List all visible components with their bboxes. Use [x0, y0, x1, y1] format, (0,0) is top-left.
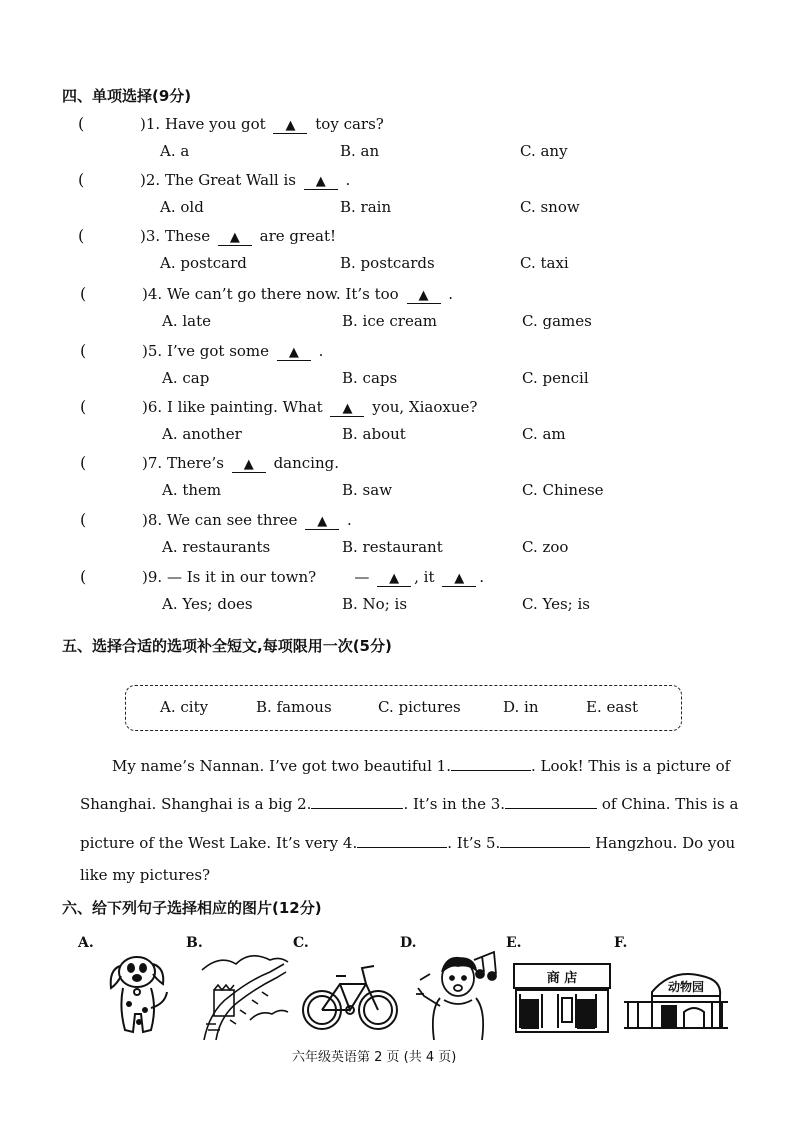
blank-2[interactable] — [311, 794, 403, 809]
passage-line-2: Shanghai. Shanghai is a big 2. . It’s in the 3. of China. This is a — [80, 795, 739, 813]
word-bank-box — [125, 685, 682, 731]
boy-singing-picture — [410, 950, 502, 1042]
answer-blank[interactable] — [377, 568, 411, 587]
section-4-title: 四、单项选择(9分) — [62, 87, 192, 105]
option-c: C. snow — [520, 198, 580, 216]
triangle-icon: ▲ — [454, 571, 465, 586]
option-c: C. am — [522, 425, 566, 443]
answer-paren[interactable]: ( — [78, 114, 85, 133]
great-wall-picture — [200, 950, 290, 1042]
answer-paren[interactable]: ( — [78, 226, 85, 245]
zoo-sign-text: 动物园 — [667, 980, 705, 994]
answer-blank[interactable] — [305, 511, 339, 530]
triangle-icon: ▲ — [285, 118, 296, 133]
shop-sign-text: 商 店 — [546, 971, 578, 986]
answer-blank[interactable] — [218, 227, 252, 246]
passage-line-3: picture of the West Lake. It’s very 4. . It’s 5. Hangzhou. Do you — [80, 834, 736, 852]
option-b: B. ice cream — [342, 312, 438, 330]
option-b: B. No; is — [342, 595, 408, 613]
option-c: C. Chinese — [522, 481, 604, 499]
shop-picture — [512, 962, 612, 1034]
section-6-title: 六、给下列句子选择相应的图片(12分) — [62, 899, 322, 917]
answer-paren[interactable]: ( — [80, 341, 87, 360]
option-c: C. Yes; is — [522, 595, 590, 613]
option-b: B. about — [342, 425, 406, 443]
option-c: C. games — [522, 312, 592, 330]
option-a: A. another — [162, 425, 242, 443]
passage-line-1: My name’s Nannan. I’ve got two beautiful 1. . Look! This is a picture of — [112, 757, 731, 775]
answer-blank[interactable] — [273, 115, 307, 134]
option-b: B. an — [340, 142, 380, 160]
word-option-a: A. city — [160, 698, 209, 716]
blank-5[interactable] — [500, 833, 590, 848]
triangle-icon: ▲ — [342, 401, 353, 416]
answer-paren[interactable]: ( — [80, 397, 87, 416]
answer-paren[interactable]: ( — [78, 170, 85, 189]
question-8: )8. We can see three ▲ . — [142, 511, 352, 529]
word-option-e: E. east — [586, 698, 639, 716]
option-a: A. postcard — [160, 254, 247, 272]
dog-picture — [95, 948, 177, 1044]
answer-paren[interactable]: ( — [80, 453, 87, 472]
option-c: C. zoo — [522, 538, 569, 556]
blank-1[interactable] — [451, 756, 531, 771]
question-3: )3. These ▲ are great! — [140, 227, 337, 245]
page-footer: 六年级英语第 2 页 (共 4 页) — [292, 1050, 457, 1065]
option-c: C. taxi — [520, 254, 569, 272]
option-a: A. old — [160, 198, 204, 216]
triangle-icon: ▲ — [229, 230, 240, 245]
option-a: A. a — [160, 142, 190, 160]
triangle-icon: ▲ — [317, 514, 328, 529]
blank-4[interactable] — [357, 833, 447, 848]
question-4: )4. We can’t go there now. It’s too ▲ . — [142, 285, 454, 303]
option-b: B. saw — [342, 481, 393, 499]
triangle-icon: ▲ — [315, 174, 326, 189]
picture-label-d: D. — [400, 935, 417, 951]
question-7: )7. There’s ▲ dancing. — [142, 454, 340, 472]
triangle-icon: ▲ — [418, 288, 429, 303]
zoo-picture — [622, 962, 730, 1034]
question-2: )2. The Great Wall is ▲ . — [140, 171, 351, 189]
question-1: )1. Have you got ▲ toy cars? — [140, 115, 384, 133]
answer-paren[interactable]: ( — [80, 284, 87, 303]
picture-label-e: E. — [506, 935, 522, 951]
section-5-title: 五、选择合适的选项补全短文,每项限用一次(5分) — [62, 637, 392, 655]
triangle-icon: ▲ — [288, 345, 299, 360]
option-b: B. rain — [340, 198, 392, 216]
answer-blank[interactable] — [330, 398, 364, 417]
answer-blank[interactable] — [407, 285, 441, 304]
answer-blank[interactable] — [304, 171, 338, 190]
picture-label-b: B. — [186, 935, 203, 951]
option-a: A. late — [162, 312, 212, 330]
answer-blank[interactable] — [442, 568, 476, 587]
answer-paren[interactable]: ( — [80, 510, 87, 529]
triangle-icon: ▲ — [243, 457, 254, 472]
option-b: B. postcards — [340, 254, 435, 272]
question-5: )5. I’ve got some ▲ . — [142, 342, 324, 360]
bicycle-picture — [300, 958, 400, 1036]
blank-3[interactable] — [505, 794, 597, 809]
answer-paren[interactable]: ( — [80, 567, 87, 586]
option-b: B. restaurant — [342, 538, 443, 556]
word-option-b: B. famous — [256, 698, 332, 716]
option-c: C. pencil — [522, 369, 589, 387]
answer-blank[interactable] — [277, 342, 311, 361]
question-6: )6. I like painting. What ▲ you, Xiaoxue? — [142, 398, 478, 416]
picture-label-c: C. — [293, 935, 309, 951]
word-option-d: D. in — [503, 698, 539, 716]
option-c: C. any — [520, 142, 568, 160]
picture-label-f: F. — [614, 935, 628, 951]
triangle-icon: ▲ — [389, 571, 400, 586]
option-b: B. caps — [342, 369, 398, 387]
option-a: A. cap — [162, 369, 210, 387]
option-a: A. restaurants — [162, 538, 271, 556]
option-a: A. Yes; does — [162, 595, 253, 613]
word-option-c: C. pictures — [378, 698, 461, 716]
answer-blank[interactable] — [232, 454, 266, 473]
passage-line-4: like my pictures? — [80, 866, 211, 884]
option-a: A. them — [162, 481, 222, 499]
question-9: )9. — Is it in our town? — ▲ , it ▲ . — [142, 568, 485, 586]
picture-label-a: A. — [78, 935, 94, 951]
